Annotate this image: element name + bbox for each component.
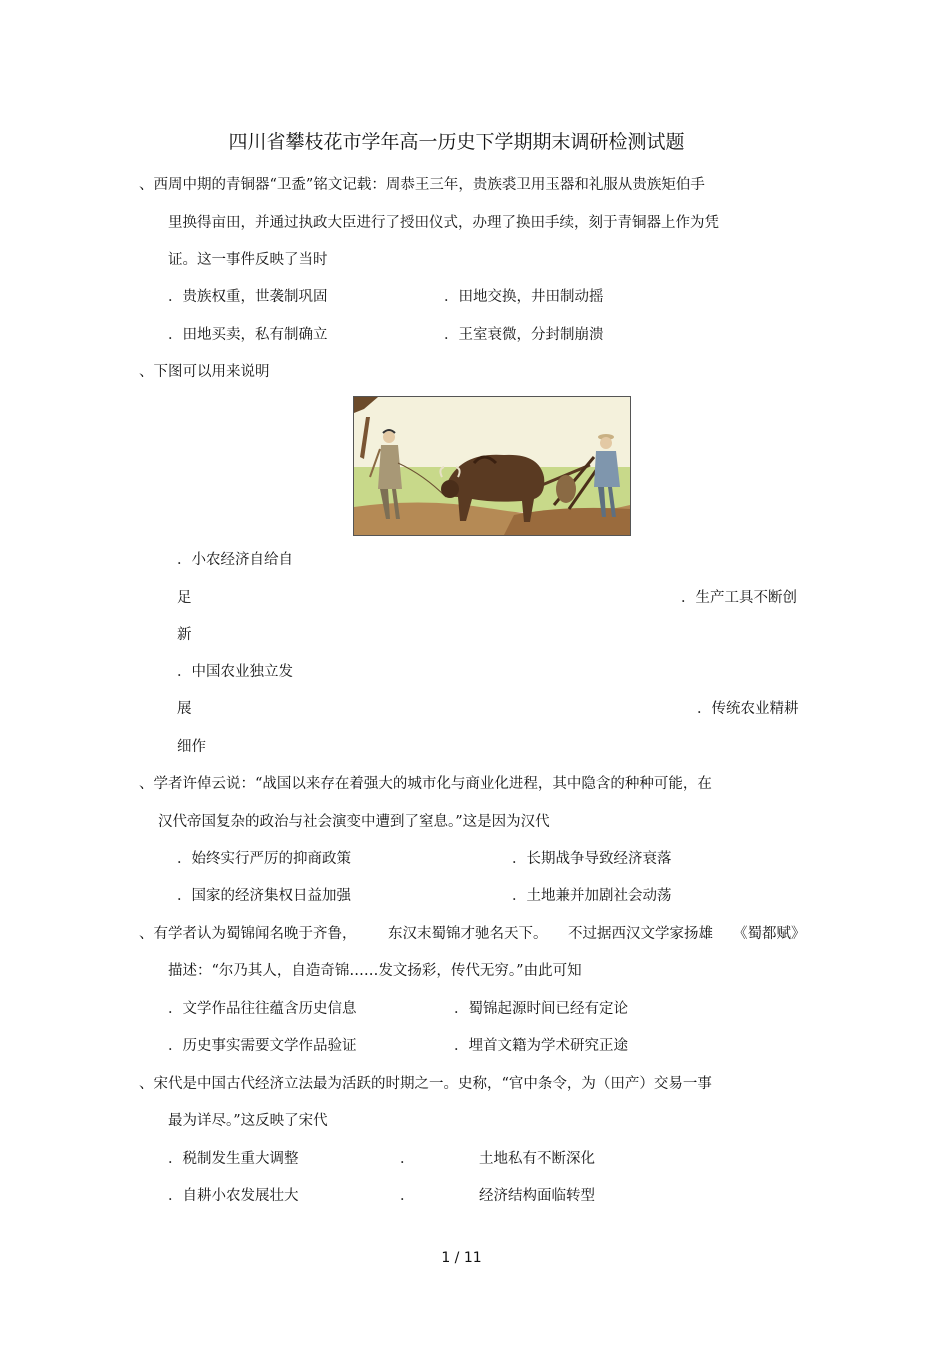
question-2-option-b: ．生产工具不断创 bbox=[681, 590, 797, 606]
question-1-stem-line-3: 证。这一事件反映了当时 bbox=[168, 252, 328, 268]
question-4-option-a: ．文学作品往往蕴含历史信息 bbox=[168, 1001, 357, 1017]
question-5-option-b-mark: ． bbox=[400, 1151, 415, 1167]
question-2-option-a-cont: 足 bbox=[177, 590, 192, 606]
question-2-option-b-cont: 新 bbox=[177, 627, 192, 643]
question-4-stem-line-1b: 东汉末蜀锦才驰名天下。 bbox=[388, 926, 548, 942]
question-5-stem-line-2: 最为详尽。”这反映了宋代 bbox=[168, 1113, 328, 1129]
question-5-option-b: 土地私有不断深化 bbox=[479, 1151, 595, 1167]
farming-ox-plough-illustration-icon bbox=[354, 397, 630, 535]
question-3-option-d: ．土地兼并加剧社会动荡 bbox=[512, 888, 672, 904]
question-1-option-d: ．王室衰微，分封制崩溃 bbox=[444, 327, 604, 343]
question-2-option-c-cont: 展 bbox=[177, 701, 192, 717]
question-4-stem-line-1c: 不过据西汉文学家扬雄 bbox=[568, 926, 713, 942]
page-number: 1 / 11 bbox=[441, 1250, 482, 1266]
question-1-stem-line-1: 、西周中期的青铜器“卫盉”铭文记载：周恭王三年，贵族裘卫用玉器和礼服从贵族矩伯手 bbox=[139, 177, 705, 193]
question-1-option-a: ．贵族权重，世袭制巩固 bbox=[168, 289, 328, 305]
question-5-option-d: 经济结构面临转型 bbox=[479, 1188, 595, 1204]
page-title: 四川省攀枝花市学年高一历史下学期期末调研检测试题 bbox=[228, 131, 685, 153]
question-3-stem-line-1: 、学者许倬云说：“战国以来存在着强大的城市化与商业化进程，其中隐含的种种可能，在 bbox=[139, 776, 712, 792]
question-5-option-a: ．税制发生重大调整 bbox=[168, 1151, 299, 1167]
question-2-option-d: ．传统农业精耕 bbox=[697, 701, 799, 717]
question-3-option-a: ．始终实行严厉的抑商政策 bbox=[177, 851, 351, 867]
question-2-option-c: ．中国农业独立发 bbox=[177, 664, 293, 680]
question-5-option-c: ．自耕小农发展壮大 bbox=[168, 1188, 299, 1204]
question-4-stem-line-1d: 《蜀都赋》 bbox=[733, 926, 806, 942]
question-4-option-c: ．历史事实需要文学作品验证 bbox=[168, 1038, 357, 1054]
question-2-stem: 、下图可以用来说明 bbox=[139, 364, 270, 380]
question-5-option-d-mark: ． bbox=[400, 1188, 415, 1204]
question-1-stem-line-2: 里换得亩田，并通过执政大臣进行了授田仪式，办理了换田手续，刻于青铜器上作为凭 bbox=[168, 215, 719, 231]
question-1-option-c: ．田地买卖，私有制确立 bbox=[168, 327, 328, 343]
question-5-stem-line-1: 、宋代是中国古代经济立法最为活跃的时期之一。史称，“官中条令，为（田产）交易一事 bbox=[139, 1076, 712, 1092]
question-4-option-d: ．埋首文籍为学术研究正途 bbox=[454, 1038, 628, 1054]
question-4-stem-line-2: 描述：“尔乃其人，自造奇锦……发文扬彩，传代无穷。”由此可知 bbox=[168, 963, 582, 979]
question-2-option-d-cont: 细作 bbox=[177, 739, 206, 755]
question-2-option-a: ．小农经济自给自 bbox=[177, 552, 293, 568]
question-3-option-c: ．国家的经济集权日益加强 bbox=[177, 888, 351, 904]
question-4-stem-line-1a: 、有学者认为蜀锦闻名晚于齐鲁， bbox=[139, 926, 357, 942]
question-3-stem-line-2: 汉代帝国复杂的政治与社会演变中遭到了窒息。”这是因为汉代 bbox=[158, 814, 550, 830]
question-4-option-b: ．蜀锦起源时间已经有定论 bbox=[454, 1001, 628, 1017]
question-1-option-b: ．田地交换，井田制动摇 bbox=[444, 289, 604, 305]
question-3-option-b: ．长期战争导致经济衰落 bbox=[512, 851, 672, 867]
farming-figure bbox=[353, 396, 631, 536]
